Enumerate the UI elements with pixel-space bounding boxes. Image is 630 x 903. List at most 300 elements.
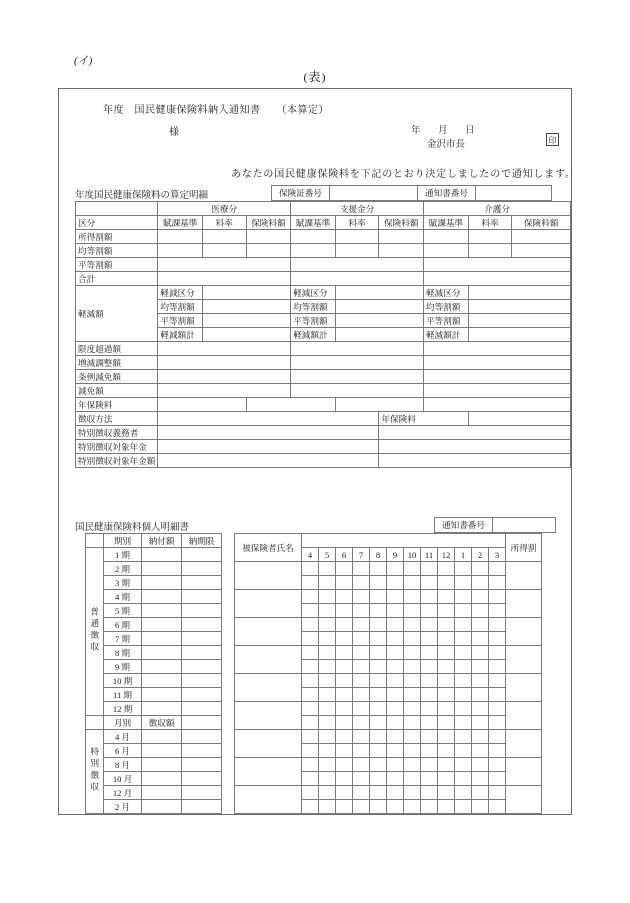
insured-name-cell[interactable] — [235, 702, 302, 730]
cell[interactable] — [489, 702, 506, 716]
cell[interactable] — [353, 730, 370, 744]
cell[interactable] — [489, 786, 506, 800]
cell[interactable] — [353, 632, 370, 646]
cell[interactable] — [142, 618, 182, 632]
cell[interactable] — [182, 618, 222, 632]
cell[interactable] — [421, 716, 438, 730]
cell[interactable] — [158, 258, 291, 272]
cell[interactable] — [421, 674, 438, 688]
cell[interactable] — [472, 758, 489, 772]
cell[interactable] — [335, 300, 423, 314]
cell[interactable] — [455, 716, 472, 730]
cell[interactable] — [336, 646, 353, 660]
cell[interactable] — [370, 744, 387, 758]
cell[interactable] — [182, 674, 222, 688]
cell[interactable] — [404, 562, 421, 576]
cell[interactable] — [158, 370, 291, 384]
cell[interactable] — [291, 272, 424, 286]
cell[interactable] — [353, 674, 370, 688]
cell[interactable] — [404, 744, 421, 758]
cell[interactable] — [291, 244, 336, 258]
cell[interactable] — [387, 716, 404, 730]
income-rate-cell[interactable] — [506, 786, 542, 814]
cell[interactable] — [424, 244, 469, 258]
cell[interactable] — [302, 730, 319, 744]
cell[interactable] — [291, 342, 424, 356]
insured-name-cell[interactable] — [235, 590, 302, 618]
cell[interactable] — [455, 646, 472, 660]
cell[interactable] — [370, 618, 387, 632]
cell[interactable] — [203, 286, 291, 300]
cell[interactable] — [336, 758, 353, 772]
cell[interactable] — [353, 604, 370, 618]
cell[interactable] — [353, 590, 370, 604]
cell[interactable] — [302, 576, 319, 590]
cell[interactable] — [246, 398, 335, 412]
cell[interactable] — [319, 576, 336, 590]
cell[interactable] — [468, 412, 570, 426]
cell[interactable] — [404, 688, 421, 702]
cell[interactable] — [468, 244, 512, 258]
cell[interactable] — [421, 688, 438, 702]
cell[interactable] — [404, 618, 421, 632]
cell[interactable] — [336, 772, 353, 786]
cell[interactable] — [421, 772, 438, 786]
cell[interactable] — [319, 758, 336, 772]
cell[interactable] — [472, 646, 489, 660]
income-rate-cell[interactable] — [506, 674, 542, 702]
cell[interactable] — [353, 744, 370, 758]
cell[interactable] — [370, 772, 387, 786]
cell[interactable] — [336, 660, 353, 674]
cell[interactable] — [512, 230, 571, 244]
cell[interactable] — [203, 244, 247, 258]
cell[interactable] — [336, 730, 353, 744]
cell[interactable] — [182, 646, 222, 660]
cell[interactable] — [302, 632, 319, 646]
cell[interactable] — [421, 618, 438, 632]
cell[interactable] — [489, 800, 506, 814]
cell[interactable] — [472, 800, 489, 814]
cell[interactable] — [142, 632, 182, 646]
cell[interactable] — [370, 632, 387, 646]
cell[interactable] — [472, 576, 489, 590]
insured-name-cell[interactable] — [235, 618, 302, 646]
cell[interactable] — [455, 772, 472, 786]
cell[interactable] — [472, 632, 489, 646]
cell[interactable] — [468, 286, 570, 300]
cell[interactable] — [468, 328, 570, 342]
cell[interactable] — [387, 674, 404, 688]
cell[interactable] — [455, 604, 472, 618]
cell[interactable] — [370, 688, 387, 702]
cell[interactable] — [421, 660, 438, 674]
cell[interactable] — [142, 800, 182, 814]
notice-no-value[interactable] — [476, 186, 552, 201]
cell[interactable] — [472, 702, 489, 716]
cell[interactable] — [158, 272, 291, 286]
insured-name-cell[interactable] — [235, 786, 302, 814]
cell[interactable] — [302, 702, 319, 716]
cell[interactable] — [424, 398, 571, 412]
cell[interactable] — [438, 786, 455, 800]
cell[interactable] — [302, 660, 319, 674]
cell[interactable] — [438, 772, 455, 786]
cell[interactable] — [438, 744, 455, 758]
cell[interactable] — [472, 618, 489, 632]
cell[interactable] — [302, 646, 319, 660]
cell[interactable] — [379, 230, 424, 244]
cell[interactable] — [489, 562, 506, 576]
cell[interactable] — [489, 590, 506, 604]
cell[interactable] — [319, 674, 336, 688]
cell[interactable] — [438, 604, 455, 618]
cell[interactable] — [302, 786, 319, 800]
cell[interactable] — [319, 590, 336, 604]
cell[interactable] — [370, 646, 387, 660]
cell[interactable] — [319, 618, 336, 632]
insured-name-cell[interactable] — [235, 758, 302, 786]
cell[interactable] — [319, 562, 336, 576]
cell[interactable] — [319, 604, 336, 618]
cell[interactable] — [335, 328, 423, 342]
cell[interactable] — [370, 576, 387, 590]
cell[interactable] — [387, 688, 404, 702]
cell[interactable] — [472, 562, 489, 576]
cell[interactable] — [472, 688, 489, 702]
cell[interactable] — [353, 800, 370, 814]
cell[interactable] — [489, 758, 506, 772]
cell[interactable] — [472, 786, 489, 800]
cell[interactable] — [142, 744, 182, 758]
cell[interactable] — [370, 674, 387, 688]
cell[interactable] — [302, 772, 319, 786]
cell[interactable] — [489, 772, 506, 786]
cell[interactable] — [353, 618, 370, 632]
cell[interactable] — [142, 758, 182, 772]
cell[interactable] — [336, 688, 353, 702]
cell[interactable] — [158, 342, 291, 356]
cell[interactable] — [319, 660, 336, 674]
cell[interactable] — [353, 702, 370, 716]
cell[interactable] — [182, 590, 222, 604]
cell[interactable] — [387, 576, 404, 590]
cell[interactable] — [404, 660, 421, 674]
cell[interactable] — [472, 674, 489, 688]
cell[interactable] — [455, 562, 472, 576]
cell[interactable] — [336, 744, 353, 758]
cell[interactable] — [468, 230, 512, 244]
cell[interactable] — [455, 576, 472, 590]
cell[interactable] — [421, 576, 438, 590]
cell[interactable] — [489, 730, 506, 744]
cell[interactable] — [182, 702, 222, 716]
income-rate-cell[interactable] — [506, 702, 542, 730]
cell[interactable] — [472, 730, 489, 744]
income-rate-cell[interactable] — [506, 590, 542, 618]
cell[interactable] — [438, 702, 455, 716]
cell[interactable] — [158, 412, 379, 426]
cell[interactable] — [421, 744, 438, 758]
cell[interactable] — [203, 230, 247, 244]
insurance-card-no-value[interactable] — [330, 186, 418, 201]
cell[interactable] — [455, 730, 472, 744]
cell[interactable] — [438, 660, 455, 674]
cell[interactable] — [404, 674, 421, 688]
cell[interactable] — [370, 604, 387, 618]
cell[interactable] — [455, 702, 472, 716]
cell[interactable] — [468, 300, 570, 314]
cell[interactable] — [182, 562, 222, 576]
cell[interactable] — [353, 562, 370, 576]
insured-name-cell[interactable] — [235, 646, 302, 674]
cell[interactable] — [489, 716, 506, 730]
cell[interactable] — [158, 398, 246, 412]
cell[interactable] — [336, 576, 353, 590]
cell[interactable] — [489, 632, 506, 646]
cell[interactable] — [404, 730, 421, 744]
cell[interactable] — [489, 688, 506, 702]
cell[interactable] — [489, 618, 506, 632]
insured-name-cell[interactable] — [235, 674, 302, 702]
cell[interactable] — [370, 758, 387, 772]
cell[interactable] — [370, 660, 387, 674]
cell[interactable] — [336, 702, 353, 716]
cell[interactable] — [421, 646, 438, 660]
cell[interactable] — [421, 800, 438, 814]
cell[interactable] — [455, 618, 472, 632]
cell[interactable] — [424, 258, 571, 272]
cell[interactable] — [336, 562, 353, 576]
cell[interactable] — [319, 772, 336, 786]
cell[interactable] — [438, 674, 455, 688]
cell[interactable] — [182, 660, 222, 674]
cell[interactable] — [158, 244, 203, 258]
cell[interactable] — [158, 384, 291, 398]
cell[interactable] — [203, 328, 291, 342]
cell[interactable] — [438, 590, 455, 604]
cell[interactable] — [203, 300, 291, 314]
cell[interactable] — [455, 590, 472, 604]
cell[interactable] — [404, 800, 421, 814]
cell[interactable] — [335, 244, 379, 258]
income-rate-cell[interactable] — [506, 646, 542, 674]
cell[interactable] — [353, 716, 370, 730]
cell[interactable] — [182, 548, 222, 562]
cell[interactable] — [142, 548, 182, 562]
cell[interactable] — [387, 758, 404, 772]
cell[interactable] — [455, 800, 472, 814]
cell[interactable] — [335, 230, 379, 244]
cell[interactable] — [424, 230, 469, 244]
cell[interactable] — [455, 688, 472, 702]
cell[interactable] — [438, 632, 455, 646]
cell[interactable] — [142, 590, 182, 604]
cell[interactable] — [336, 590, 353, 604]
insured-name-cell[interactable] — [235, 562, 302, 590]
cell[interactable] — [142, 562, 182, 576]
cell[interactable] — [489, 660, 506, 674]
cell[interactable] — [370, 800, 387, 814]
cell[interactable] — [291, 258, 424, 272]
cell[interactable] — [336, 604, 353, 618]
cell[interactable] — [387, 590, 404, 604]
cell[interactable] — [387, 618, 404, 632]
cell[interactable] — [472, 590, 489, 604]
cell[interactable] — [158, 230, 203, 244]
cell[interactable] — [438, 646, 455, 660]
cell[interactable] — [353, 646, 370, 660]
cell[interactable] — [421, 786, 438, 800]
cell[interactable] — [370, 702, 387, 716]
cell[interactable] — [512, 244, 571, 258]
cell[interactable] — [142, 576, 182, 590]
cell[interactable] — [336, 674, 353, 688]
cell[interactable] — [246, 244, 291, 258]
cell[interactable] — [370, 590, 387, 604]
cell[interactable] — [424, 272, 571, 286]
cell[interactable] — [379, 244, 424, 258]
cell[interactable] — [182, 632, 222, 646]
cell[interactable] — [438, 576, 455, 590]
cell[interactable] — [302, 716, 319, 730]
cell[interactable] — [455, 744, 472, 758]
cell[interactable] — [302, 590, 319, 604]
cell[interactable] — [421, 562, 438, 576]
income-rate-cell[interactable] — [506, 758, 542, 786]
cell[interactable] — [424, 384, 571, 398]
cell[interactable] — [424, 370, 571, 384]
cell[interactable] — [291, 370, 424, 384]
cell[interactable] — [158, 356, 291, 370]
cell[interactable] — [472, 744, 489, 758]
cell[interactable] — [353, 576, 370, 590]
cell[interactable] — [370, 786, 387, 800]
cell[interactable] — [438, 716, 455, 730]
cell[interactable] — [319, 702, 336, 716]
cell[interactable] — [438, 618, 455, 632]
cell[interactable] — [246, 230, 291, 244]
cell[interactable] — [353, 772, 370, 786]
personal-notice-no-value[interactable] — [493, 518, 556, 533]
cell[interactable] — [370, 562, 387, 576]
cell[interactable] — [291, 384, 424, 398]
cell[interactable] — [302, 562, 319, 576]
cell[interactable] — [387, 786, 404, 800]
cell[interactable] — [353, 688, 370, 702]
cell[interactable] — [421, 604, 438, 618]
cell[interactable] — [302, 800, 319, 814]
cell[interactable] — [370, 730, 387, 744]
cell[interactable] — [404, 758, 421, 772]
cell[interactable] — [335, 398, 423, 412]
cell[interactable] — [319, 632, 336, 646]
cell[interactable] — [455, 786, 472, 800]
cell[interactable] — [387, 562, 404, 576]
cell[interactable] — [387, 744, 404, 758]
cell[interactable] — [472, 604, 489, 618]
cell[interactable] — [387, 772, 404, 786]
cell[interactable] — [489, 646, 506, 660]
cell[interactable] — [438, 562, 455, 576]
cell[interactable] — [335, 314, 423, 328]
cell[interactable] — [335, 286, 423, 300]
cell[interactable] — [387, 702, 404, 716]
cell[interactable] — [472, 772, 489, 786]
cell[interactable] — [142, 688, 182, 702]
cell[interactable] — [158, 440, 379, 454]
cell[interactable] — [472, 716, 489, 730]
cell[interactable] — [489, 744, 506, 758]
cell[interactable] — [319, 646, 336, 660]
cell[interactable] — [182, 576, 222, 590]
cell[interactable] — [142, 730, 182, 744]
cell[interactable] — [455, 674, 472, 688]
cell[interactable] — [370, 716, 387, 730]
income-rate-cell[interactable] — [506, 562, 542, 590]
cell[interactable] — [387, 632, 404, 646]
cell[interactable] — [455, 758, 472, 772]
cell[interactable] — [404, 646, 421, 660]
cell[interactable] — [489, 576, 506, 590]
cell[interactable] — [438, 730, 455, 744]
cell[interactable] — [438, 688, 455, 702]
cell[interactable] — [291, 356, 424, 370]
cell[interactable] — [336, 632, 353, 646]
cell[interactable] — [302, 688, 319, 702]
cell[interactable] — [404, 576, 421, 590]
cell[interactable] — [336, 800, 353, 814]
cell[interactable] — [404, 702, 421, 716]
cell[interactable] — [489, 604, 506, 618]
cell[interactable] — [421, 730, 438, 744]
cell[interactable] — [404, 716, 421, 730]
cell[interactable] — [319, 730, 336, 744]
cell[interactable] — [203, 314, 291, 328]
cell[interactable] — [302, 758, 319, 772]
income-rate-cell[interactable] — [506, 618, 542, 646]
cell[interactable] — [319, 688, 336, 702]
cell[interactable] — [336, 716, 353, 730]
income-rate-cell[interactable] — [506, 730, 542, 758]
cell[interactable] — [319, 800, 336, 814]
cell[interactable] — [142, 604, 182, 618]
cell[interactable] — [404, 604, 421, 618]
cell[interactable] — [438, 800, 455, 814]
cell[interactable] — [158, 426, 379, 440]
cell[interactable] — [319, 744, 336, 758]
cell[interactable] — [158, 454, 379, 468]
cell[interactable] — [142, 702, 182, 716]
cell[interactable] — [489, 674, 506, 688]
cell[interactable] — [319, 786, 336, 800]
cell[interactable] — [387, 646, 404, 660]
cell[interactable] — [387, 730, 404, 744]
cell[interactable] — [404, 786, 421, 800]
cell[interactable] — [421, 758, 438, 772]
cell[interactable] — [302, 674, 319, 688]
cell[interactable] — [142, 772, 182, 786]
cell[interactable] — [438, 758, 455, 772]
cell[interactable] — [455, 660, 472, 674]
cell[interactable] — [302, 618, 319, 632]
cell[interactable] — [387, 660, 404, 674]
cell[interactable] — [319, 716, 336, 730]
cell[interactable] — [387, 604, 404, 618]
cell[interactable] — [336, 786, 353, 800]
cell[interactable] — [291, 230, 336, 244]
cell[interactable] — [336, 618, 353, 632]
